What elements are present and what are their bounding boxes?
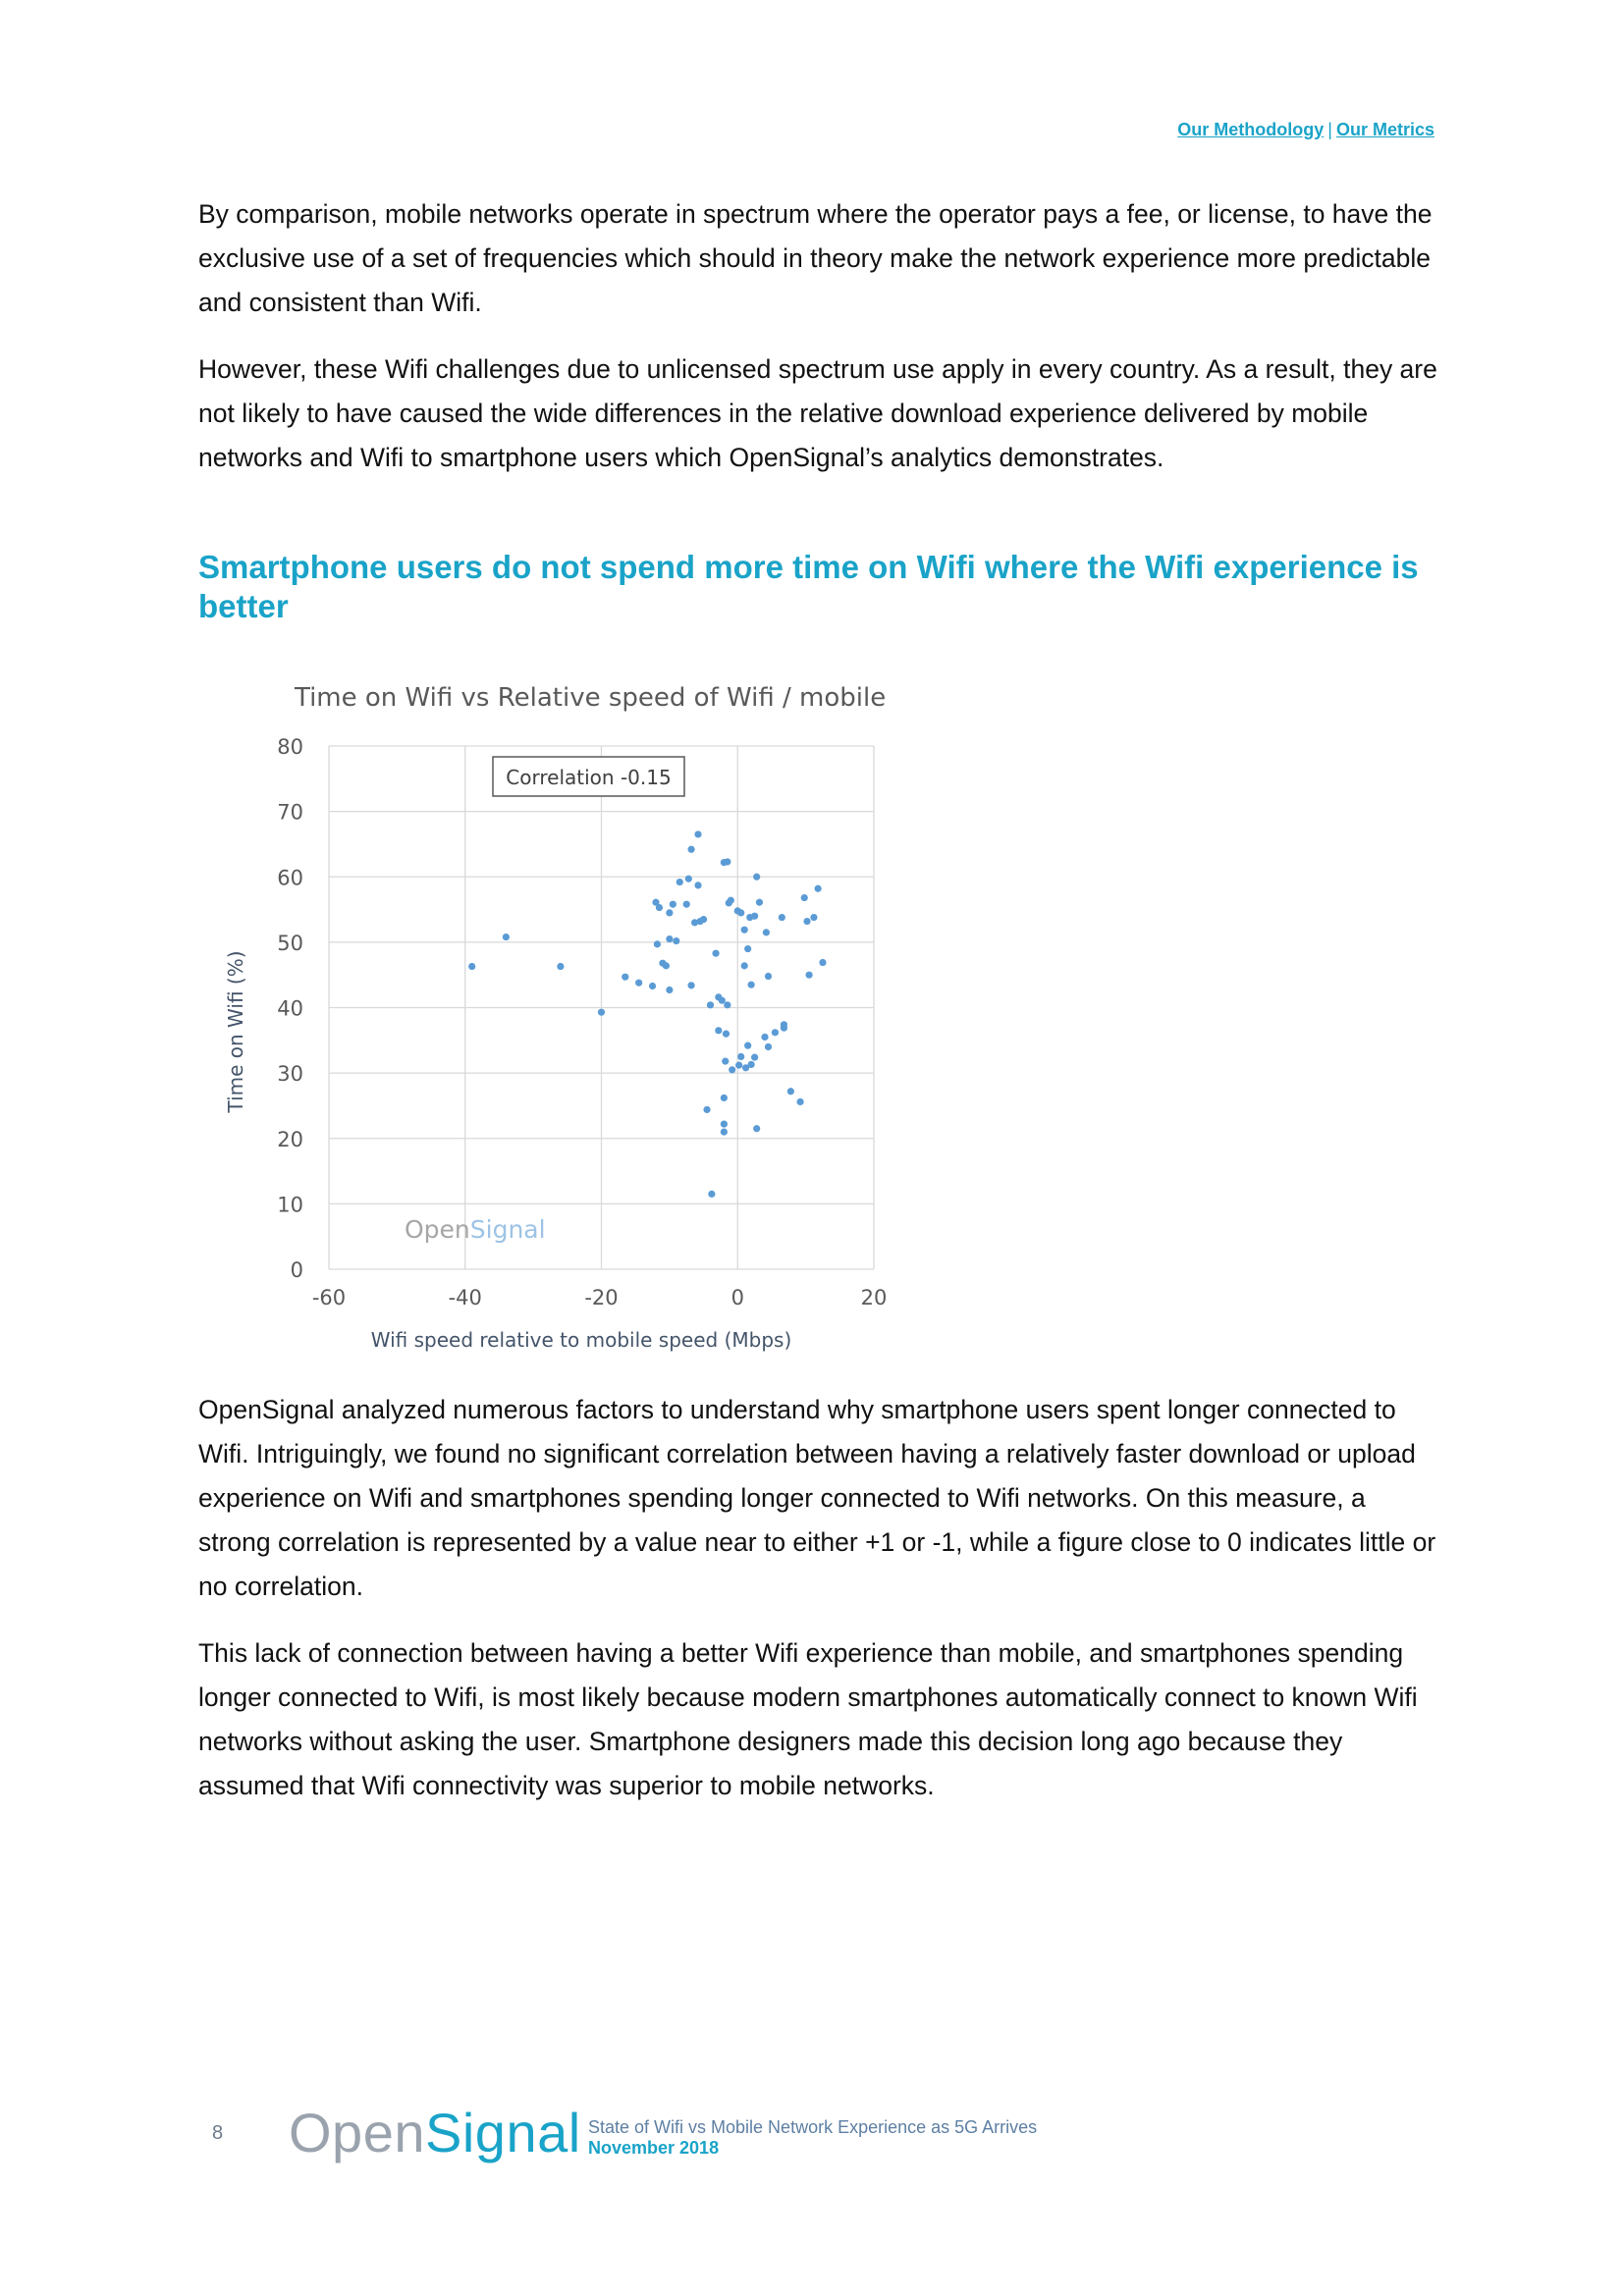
data-point xyxy=(683,901,690,908)
data-point xyxy=(719,997,726,1004)
chart-title: Time on Wifi vs Relative speed of Wifi / mobile xyxy=(295,683,887,713)
data-point xyxy=(781,1025,787,1032)
watermark-signal: Signal xyxy=(469,1215,546,1244)
data-point xyxy=(729,1066,735,1073)
x-tick-label: 0 xyxy=(730,1286,744,1309)
opensignal-logo xyxy=(289,2101,581,2164)
data-point xyxy=(687,846,694,853)
data-point xyxy=(687,982,694,988)
data-point xyxy=(741,927,748,934)
data-points xyxy=(468,830,826,1198)
data-point xyxy=(703,1106,710,1113)
data-point xyxy=(666,935,673,942)
y-tick-label: 0 xyxy=(290,1258,303,1282)
data-point xyxy=(724,858,730,865)
section-heading: Smartphone users do not spend more time on Wifi where the Wifi experience is better xyxy=(198,549,1419,624)
data-point xyxy=(649,983,656,989)
data-point xyxy=(622,974,628,981)
data-point xyxy=(787,1088,794,1095)
data-point xyxy=(744,1042,751,1049)
data-point xyxy=(666,909,673,916)
data-point xyxy=(663,962,670,969)
y-tick-label: 20 xyxy=(277,1127,303,1151)
data-point xyxy=(673,937,679,944)
chart-grid xyxy=(329,746,874,1269)
data-point xyxy=(468,963,475,970)
data-point xyxy=(735,1062,742,1069)
y-tick-label: 60 xyxy=(277,866,303,890)
metrics-link[interactable]: Our Metrics xyxy=(1335,120,1434,139)
watermark-open: Open xyxy=(405,1215,470,1244)
opensignal-watermark xyxy=(405,1215,546,1244)
chart-tick-labels xyxy=(277,735,887,1309)
data-point xyxy=(723,1031,730,1038)
data-point xyxy=(685,876,692,882)
x-tick-label: -20 xyxy=(584,1286,619,1309)
report-date: November 2018 xyxy=(588,2138,720,2158)
data-point xyxy=(707,1001,714,1008)
data-point xyxy=(694,830,701,837)
x-axis-label: Wifi speed relative to mobile speed (Mbps) xyxy=(370,1328,792,1352)
y-tick-label: 70 xyxy=(277,800,303,825)
nav-separator: | xyxy=(1327,120,1332,139)
data-point xyxy=(756,899,763,906)
data-point xyxy=(819,959,826,966)
data-point xyxy=(721,1128,728,1135)
data-point xyxy=(700,916,707,923)
logo-open: Open xyxy=(289,2102,425,2163)
logo-signal: Signal xyxy=(425,2102,581,2163)
footer-report-info xyxy=(588,2117,1037,2159)
data-point xyxy=(779,914,785,921)
paragraph-auto-connect: This lack of connection between having a better Wifi experience than mobile, and smartphones spending longer connected to Wifi, is most likely because modern smartphones automatically connect to known Wifi networks without asking the user. Smartphone designers made this decision long ago because they assumed that Wifi connectivity was superior to mobile networks. xyxy=(198,1638,1418,1800)
data-point xyxy=(654,940,661,947)
data-point xyxy=(737,1053,744,1060)
data-point xyxy=(751,1054,758,1061)
paragraph-wifi-challenges: However, these Wifi challenges due to unlicensed spectrum use apply in every country. As a result, they are not likely to have caused the wide differences in the relative download experience delivered by mobile networks and Wifi to smartphone users which OpenSignal’s analytics demonstrates. xyxy=(198,354,1437,472)
top-nav xyxy=(1177,120,1434,140)
data-point xyxy=(761,1034,768,1041)
data-point xyxy=(721,1095,728,1101)
data-point xyxy=(656,904,663,911)
data-point xyxy=(803,918,810,925)
data-point xyxy=(748,982,755,988)
report-title: State of Wifi vs Mobile Network Experience as 5G Arrives xyxy=(588,2117,1038,2137)
y-tick-label: 50 xyxy=(277,931,303,955)
data-point xyxy=(772,1029,779,1036)
data-point xyxy=(503,934,510,940)
data-point xyxy=(810,914,817,921)
y-axis-label: Time on Wifi (%) xyxy=(224,950,247,1113)
data-point xyxy=(741,962,748,969)
data-point xyxy=(796,1098,803,1105)
y-tick-label: 30 xyxy=(277,1062,303,1087)
data-point xyxy=(805,972,812,979)
x-tick-label: 20 xyxy=(860,1286,888,1309)
data-point xyxy=(676,879,683,885)
data-point xyxy=(670,901,676,908)
data-point xyxy=(737,909,744,916)
data-point xyxy=(694,881,701,888)
page-number: 8 xyxy=(212,2122,224,2144)
data-point xyxy=(753,1125,760,1132)
data-point xyxy=(801,894,808,901)
methodology-link[interactable]: Our Methodology xyxy=(1177,120,1325,139)
data-point xyxy=(715,1027,722,1034)
paragraph-correlation-analysis: OpenSignal analyzed numerous factors to understand why smartphone users spent longer connected to Wifi. Intriguingly, we found no significant correlation between having a relatively faster download or upload experience on Wifi and smartphones spending longer connected to Wifi networks. On this measure, a strong correlation is represented by a value near to either +1 or -1, while a figure close to 0 indicates little or no correlation. xyxy=(198,1395,1436,1601)
data-point xyxy=(765,1043,772,1050)
data-point xyxy=(712,950,719,957)
y-tick-label: 10 xyxy=(277,1193,303,1217)
paragraph-spectrum-licensing: By comparison, mobile networks operate in spectrum where the operator pays a fee, or license, to have the exclusive use of a set of frequencies which should in theory make the network experience more predictable and consistent than Wifi. xyxy=(198,199,1433,317)
data-point xyxy=(722,1058,729,1065)
y-tick-label: 40 xyxy=(277,996,303,1021)
data-point xyxy=(598,1009,605,1016)
data-point xyxy=(708,1191,715,1198)
correlation-annotation: Correlation -0.15 xyxy=(506,766,672,789)
scatter-chart xyxy=(216,667,923,1364)
data-point xyxy=(635,980,642,987)
data-point xyxy=(721,1120,728,1127)
data-point xyxy=(765,973,772,980)
data-point xyxy=(666,987,673,993)
x-tick-label: -60 xyxy=(311,1286,347,1309)
data-point xyxy=(748,1061,755,1068)
data-point xyxy=(724,1001,730,1008)
data-point xyxy=(728,897,734,904)
data-point xyxy=(751,913,758,920)
data-point xyxy=(557,963,564,970)
data-point xyxy=(744,945,751,952)
x-tick-label: -40 xyxy=(448,1286,482,1309)
y-tick-label: 80 xyxy=(277,735,303,759)
data-point xyxy=(753,874,760,881)
data-point xyxy=(815,885,822,892)
data-point xyxy=(763,929,770,935)
